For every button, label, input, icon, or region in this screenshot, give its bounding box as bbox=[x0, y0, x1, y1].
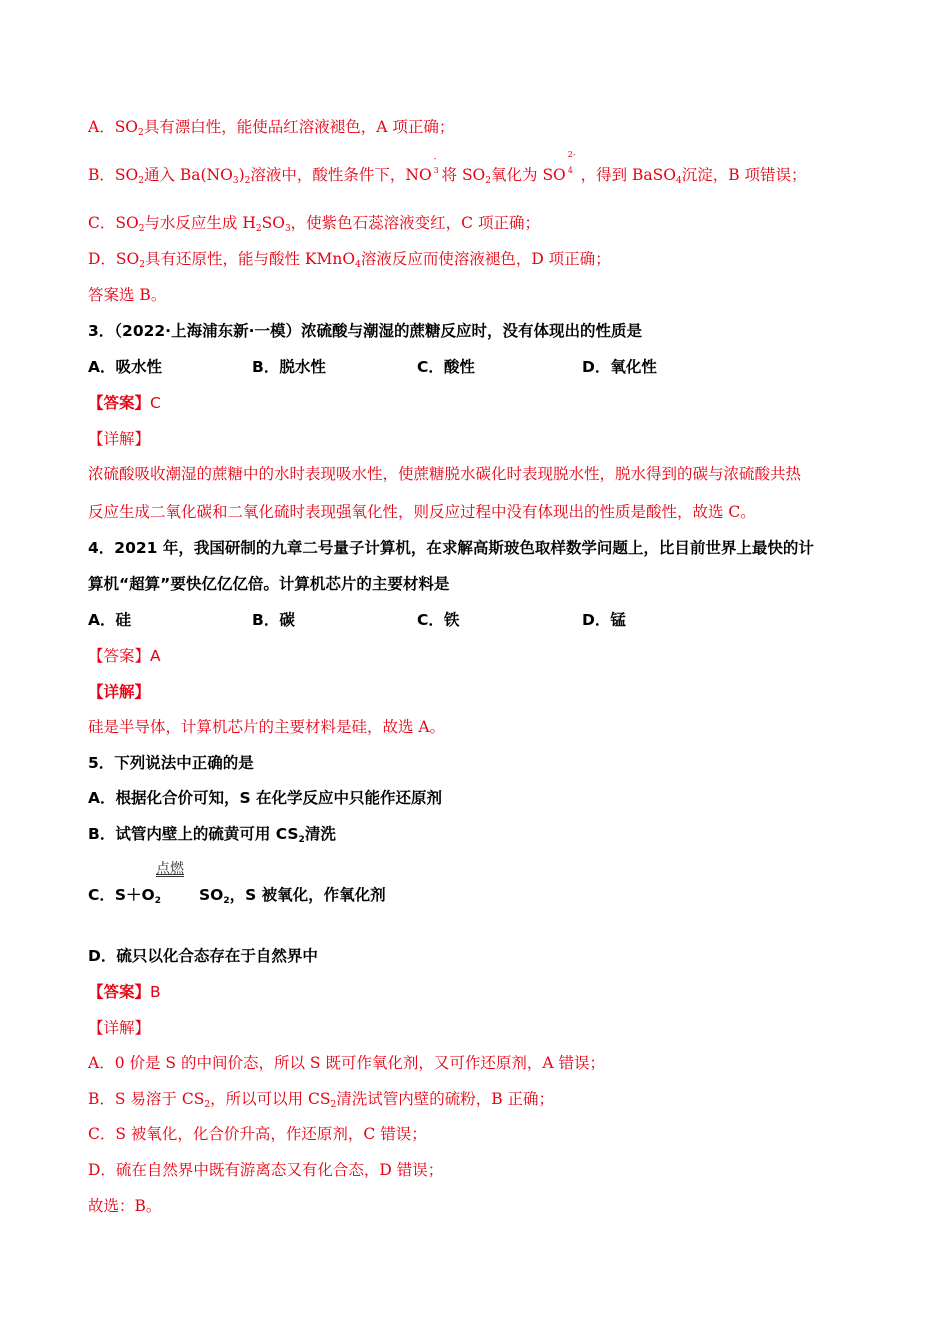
q5-option-c: C．$S+O_2$ $SO_2$，S 被氧化，作氧化剂 bbox=[88, 886, 386, 906]
q5-answer-label: 【答案】 bbox=[88, 983, 151, 1001]
sulfate-ion-charge: 2- 4 bbox=[567, 150, 576, 175]
q3-options bbox=[88, 357, 888, 377]
q5-answer bbox=[88, 982, 161, 1002]
q4-detail: 硅是半导体，计算机芯片的主要材料是硅，故选 A。 bbox=[88, 718, 446, 736]
q3-option-a: A．吸水性 bbox=[88, 358, 162, 376]
q5-option-b: B．试管内壁上的硫黄可用 $CS_2$清洗 bbox=[88, 825, 336, 845]
q5-detail-b: B．S 易溶于 $CS_2$，所以可以用 $CS_2$清洗试管内壁的硫粉，B 正确； bbox=[88, 1090, 555, 1110]
q4-stem-line2: 算机“超算”要快亿亿亿倍。计算机芯片的主要材料是 bbox=[88, 575, 450, 593]
q4-options bbox=[88, 610, 888, 630]
q4-answer-value: A bbox=[150, 647, 161, 665]
q2-conclusion: 答案选 B。 bbox=[88, 286, 167, 304]
q5-detail-a: A．0 价是 S 的中间价态，所以 S 既可作氧化剂，又可作还原剂，A 错误； bbox=[88, 1054, 606, 1072]
q4-option-b: B．碳 bbox=[252, 611, 295, 629]
q3-detail-label: 【详解】 bbox=[88, 430, 151, 448]
q5-answer-value: B bbox=[150, 983, 161, 1001]
q3-answer-label: 【答案】 bbox=[88, 394, 151, 412]
q2-analysis-b: B．$SO_2$通入 $Ba(NO_3)_2$溶液中，酸性条件下，NO - 3 将 $SO_2$氧化为 SO 2- 4 ，得到 BaSO$_4$沉淀，B 项错误； bbox=[88, 150, 807, 186]
q2-analysis-d: D．$SO_2$具有还原性，能与酸性 KMnO$_4$溶液反应而使溶液褪色，D 项正确； bbox=[88, 250, 611, 270]
q3-option-c: C．酸性 bbox=[417, 358, 475, 376]
nitrate-ion-charge: - 3 bbox=[433, 154, 439, 175]
q4-option-a: A．硅 bbox=[88, 611, 131, 629]
q5-option-d: D．硫只以化合态存在于自然界中 bbox=[88, 947, 318, 965]
q3-detail-line1: 浓硫酸吸收潮湿的蔗糖中的水时表现吸水性，使蔗糖脱水碳化时表现脱水性，脱水得到的碳与浓硫酸共热 bbox=[88, 465, 802, 483]
q3-stem: 3．（2022·上海浦东新·一模）浓硫酸与潮湿的蔗糖反应时，没有体现出的性质是 bbox=[88, 322, 642, 340]
q5-option-a: A．根据化合价可知，S 在化学反应中只能作还原剂 bbox=[88, 789, 443, 807]
q4-stem-line1: 4．2021 年，我国研制的九章二号量子计算机，在求解高斯玻色取样数学问题上，比目前世界上最快的计 bbox=[88, 539, 814, 557]
q4-option-c: C．铁 bbox=[417, 611, 460, 629]
q3-answer-value: C bbox=[150, 394, 161, 412]
q4-option-d: D．锰 bbox=[582, 611, 626, 629]
q3-detail-line2: 反应生成二氧化碳和二氧化硫时表现强氧化性，则反应过程中没有体现出的性质是酸性，故选 C。 bbox=[88, 503, 756, 521]
q5-detail-c: C．S 被氧化，化合价升高，作还原剂，C 错误； bbox=[88, 1125, 427, 1143]
q5-detail-label: 【详解】 bbox=[88, 1019, 151, 1037]
q3-option-d: D．氧化性 bbox=[582, 358, 657, 376]
q5-reaction-condition: 点燃 bbox=[156, 861, 184, 877]
q3-answer bbox=[88, 393, 161, 413]
q5-stem: 5．下列说法中正确的是 bbox=[88, 754, 254, 772]
q4-answer-label: 【答案】 bbox=[88, 647, 151, 665]
q2-analysis-a: A．$SO_2$具有漂白性，能使品红溶液褪色，A 项正确； bbox=[88, 118, 455, 138]
q4-answer bbox=[88, 646, 161, 666]
q4-detail-label: 【详解】 bbox=[88, 683, 151, 701]
q2-analysis-c: C．$SO_2$与水反应生成 $H_2SO_3$，使紫色石蕊溶液变红，C 项正确； bbox=[88, 214, 540, 234]
q5-conclusion: 故选：B。 bbox=[88, 1197, 162, 1215]
q5-detail-d: D．硫在自然界中既有游离态又有化合态，D 错误； bbox=[88, 1161, 444, 1179]
q3-option-b: B．脱水性 bbox=[252, 358, 326, 376]
